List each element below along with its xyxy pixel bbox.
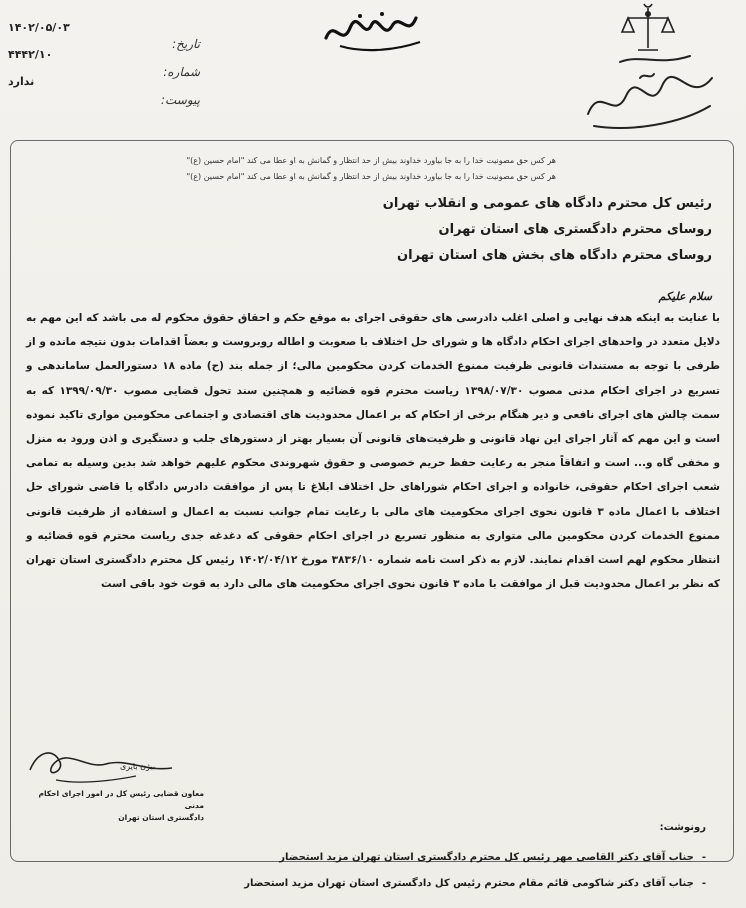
hadith-quote: هر کس حق مصونیت خدا را به جا بیاورد خداوند بیش از حد انتظار و گمانش به او عطا می کند "امام حسین (ع)"	[186, 156, 556, 165]
organization-calligraphy	[580, 44, 720, 134]
letter-body-text: با عنایت به اینکه هدف نهایی و اصلی اغلب دادرسی های حقوقی اجرای به موقع حکم و احقاق حقوق محکوم له می باشد که این مهم به دلایل متعدد در واحدهای اجرای احکام دادگاه ها و شورای حل اختلاف با صعوبت و اطاله روبروست و بعضاً اقدامات بدون نتیجه مانده و از طرفی با توجه به مستندات قانونی ظرفیت ممنوع الخدمات کردن محکومین مالی؛ از جمله بند (ح) ماده ۱۸ دستورالعمل ساماندهی و تسریع در اجرای احکام مدنی مصوب ۱۳۹۸/۰۷/۳۰ ریاست محترم قوه قضائیه و همچنین سند تحول قضایی مصوب ۱۳۹۹/۰۹/۳۰ که به سمت چالش های اجرای نافعی و دیر هنگام برخی از احکام که بر اعمال محدودیت های اقتصادی و اجتماعی محکومین مواری تاکید نموده است و این مهم که آثار اجرای این نهاد قانونی و ظرفیت‌های قانونی آن بسیار بهتر از دستورهای جلب و دستگیری و اذن ورود به منزل و مخفی گاه و... است و اتفاقاً منجر به رعایت حفظ حریم خصوصی و حقوق شهروندی محکوم علیهم خواهد شد بدین وسیله به تمامی شعب اجرای احکام حقوقی، خانواده و اجرای احکام شوراهای حل اختلاف ابلاغ تا پس از موافقت دادرس دادگاه یا قاضی شورای حل اختلاف با اعمال ماده ۳ قانون نحوی اجرای محکومیت های مالی با رعایت تمام جوانب نسبت به اعمال و استفاده از ظرفیت قانونی ممنوع الخدمات کردن محکومین مالی متواری به منظور تسریع در اجرای احکام حقوقی که دغدغه جدی ریاست محترم قوه قضائیه و انتظار محکوم لهم است اقدام نمایند. لازم به ذکر است نامه شماره ۳۸۳۶/۱۰ مورخ ۱۴۰۲/۰۴/۱۲ رئیس کل محترم دادگستری استان تهران که نظر بر اعمال محدودیت قبل از موافقت با ماده ۳ قانون نحوی اجرای محکومیت های مالی دارد به قوت خود باقی است	[26, 312, 721, 591]
number-value: ۴۴۴۲/۱۰	[8, 48, 53, 61]
addressee-line: روسای محترم دادگستری های استان تهران	[438, 222, 712, 237]
attachment-value: ندارد	[8, 75, 35, 88]
copy-to-label: رونوشت:	[659, 822, 706, 833]
letter-meta-values	[8, 14, 118, 95]
addressee-line: روسای محترم دادگاه های بخش های استان تهران	[397, 248, 712, 263]
copy-to-text: جناب آقای دکتر القاصی مهر رئیس کل محترم دادگستری استان تهران مزید استحضار	[279, 852, 694, 863]
signatory-title-line: دادگستری استان تهران	[118, 813, 204, 822]
bismillah-calligraphy	[320, 6, 430, 56]
copy-to-text: جناب آقای دکتر شاکومی قائم مقام محترم رئیس کل دادگستری استان تهران مزید استحضار	[244, 878, 694, 889]
copy-to-item: -جناب آقای دکتر شاکومی قائم مقام محترم رئیس کل دادگستری استان تهران مزید استحضار	[244, 878, 706, 889]
signatory-title-line: معاون قضایی رئیس کل در امور اجرای احکام مدنی	[38, 789, 204, 810]
letter-meta-labels	[140, 30, 200, 114]
signatory-name: بیژن بایری	[120, 762, 156, 771]
date-label: تاریخ:	[172, 37, 200, 51]
date-value: ۱۴۰۲/۰۵/۰۳	[8, 21, 70, 34]
attachment-label: پیوست:	[160, 93, 200, 107]
signatory-title	[34, 788, 204, 824]
addressee-line: رئیس کل محترم دادگاه های عمومی و انقلاب تهران	[382, 196, 712, 211]
hadith-quote: هر کس حق مصونیت خدا را به جا بیاورد خداوند بیش از حد انتظار و گمانش به او عطا می کند "امام حسین (ع)"	[186, 172, 556, 181]
copy-to-item: -جناب آقای دکتر القاصی مهر رئیس کل محترم دادگستری استان تهران مزید استحضار	[279, 852, 706, 863]
number-label: شماره:	[163, 65, 200, 79]
greeting: سلام علیکم	[658, 290, 712, 303]
